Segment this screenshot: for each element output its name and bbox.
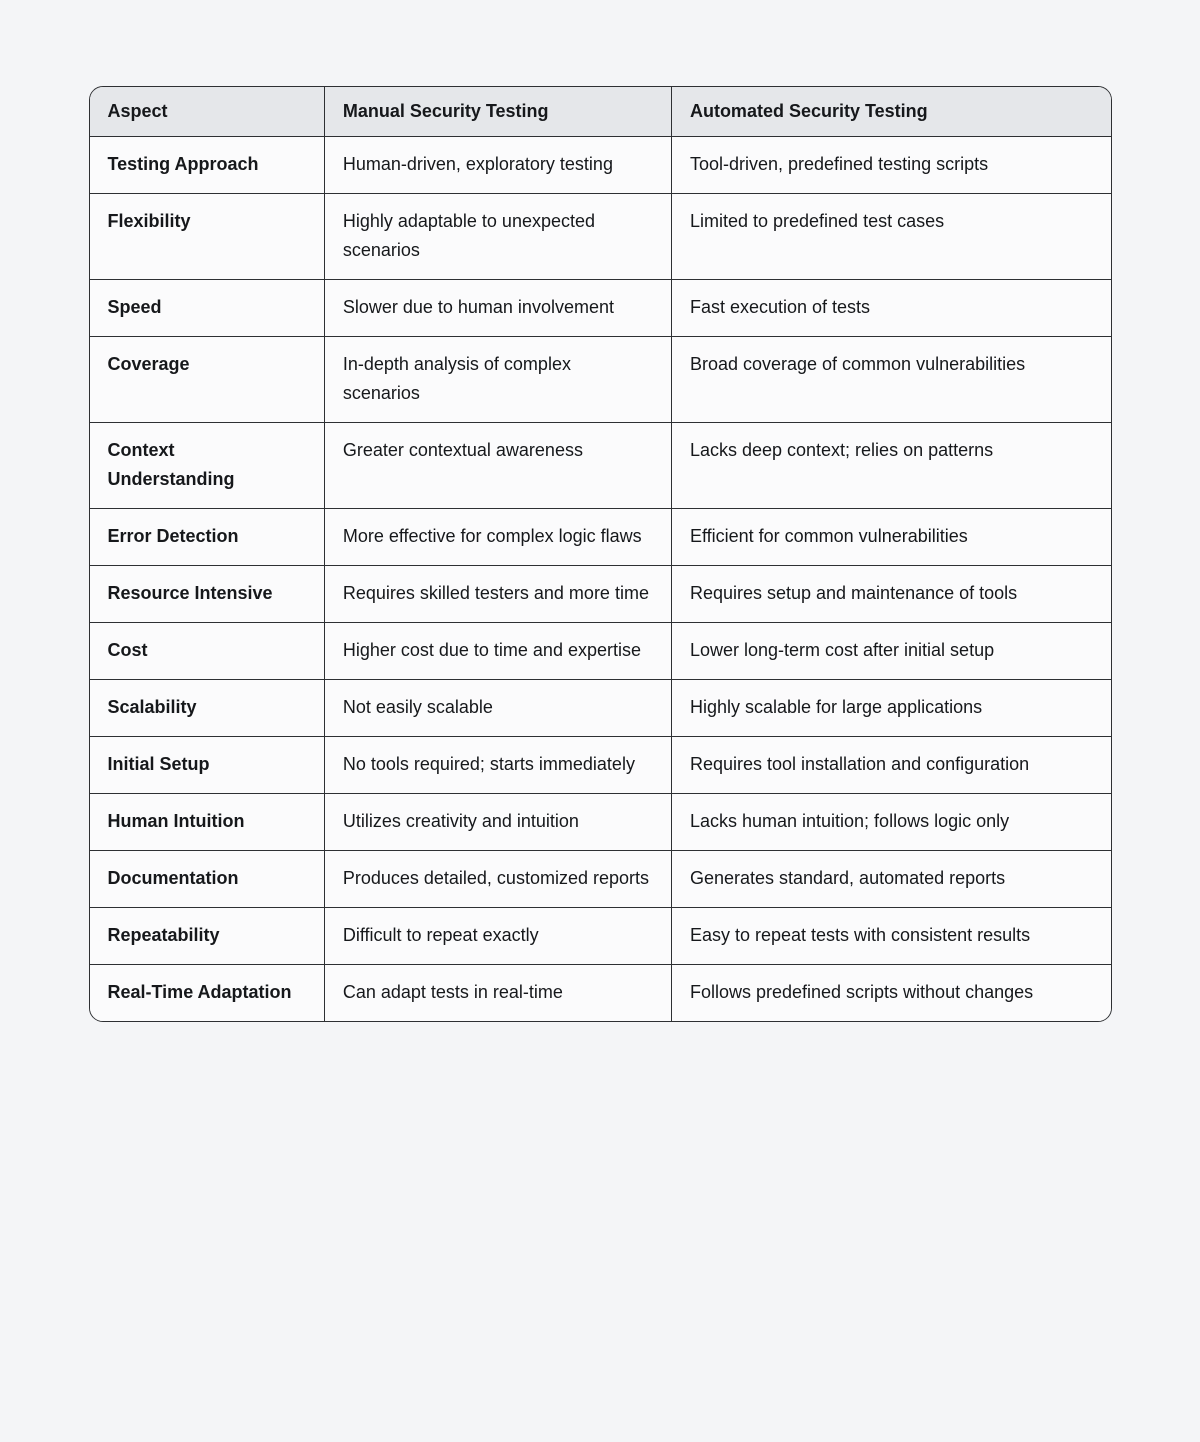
automated-cell: Fast execution of tests	[671, 280, 1110, 337]
automated-cell: Broad coverage of common vulnerabilities	[671, 337, 1110, 423]
manual-cell: Greater contextual awareness	[324, 423, 671, 509]
column-header-aspect: Aspect	[90, 87, 325, 137]
aspect-cell: Human Intuition	[90, 794, 325, 851]
table-row	[90, 509, 1111, 566]
table-row	[90, 794, 1111, 851]
aspect-cell: Resource Intensive	[90, 566, 325, 623]
manual-cell: Difficult to repeat exactly	[324, 908, 671, 965]
automated-cell: Tool-driven, predefined testing scripts	[671, 137, 1110, 194]
aspect-cell: Error Detection	[90, 509, 325, 566]
table-row	[90, 737, 1111, 794]
table-row	[90, 280, 1111, 337]
automated-cell: Requires tool installation and configuration	[671, 737, 1110, 794]
automated-cell: Easy to repeat tests with consistent results	[671, 908, 1110, 965]
table-row	[90, 194, 1111, 280]
automated-cell: Lacks human intuition; follows logic only	[671, 794, 1110, 851]
table-row	[90, 965, 1111, 1022]
automated-cell: Highly scalable for large applications	[671, 680, 1110, 737]
aspect-cell: Testing Approach	[90, 137, 325, 194]
manual-cell: No tools required; starts immediately	[324, 737, 671, 794]
table-row	[90, 566, 1111, 623]
comparison-table	[89, 86, 1112, 1022]
table-row	[90, 423, 1111, 509]
security-testing-comparison	[90, 87, 1111, 1021]
table-row	[90, 337, 1111, 423]
manual-cell: Can adapt tests in real-time	[324, 965, 671, 1022]
aspect-cell: Initial Setup	[90, 737, 325, 794]
automated-cell: Lower long-term cost after initial setup	[671, 623, 1110, 680]
manual-cell: Utilizes creativity and intuition	[324, 794, 671, 851]
column-header-automated: Automated Security Testing	[671, 87, 1110, 137]
automated-cell: Follows predefined scripts without changes	[671, 965, 1110, 1022]
manual-cell: Human-driven, exploratory testing	[324, 137, 671, 194]
manual-cell: More effective for complex logic flaws	[324, 509, 671, 566]
aspect-cell: Repeatability	[90, 908, 325, 965]
aspect-cell: Real-Time Adaptation	[90, 965, 325, 1022]
aspect-cell: Context Understanding	[90, 423, 325, 509]
automated-cell: Limited to predefined test cases	[671, 194, 1110, 280]
column-header-manual: Manual Security Testing	[324, 87, 671, 137]
manual-cell: Produces detailed, customized reports	[324, 851, 671, 908]
aspect-cell: Coverage	[90, 337, 325, 423]
header-row	[90, 87, 1111, 137]
table-row	[90, 851, 1111, 908]
automated-cell: Requires setup and maintenance of tools	[671, 566, 1110, 623]
manual-cell: Higher cost due to time and expertise	[324, 623, 671, 680]
manual-cell: Not easily scalable	[324, 680, 671, 737]
manual-cell: In-depth analysis of complex scenarios	[324, 337, 671, 423]
aspect-cell: Cost	[90, 623, 325, 680]
table-row	[90, 908, 1111, 965]
table-row	[90, 137, 1111, 194]
manual-cell: Requires skilled testers and more time	[324, 566, 671, 623]
aspect-cell: Flexibility	[90, 194, 325, 280]
automated-cell: Generates standard, automated reports	[671, 851, 1110, 908]
automated-cell: Efficient for common vulnerabilities	[671, 509, 1110, 566]
manual-cell: Highly adaptable to unexpected scenarios	[324, 194, 671, 280]
table-row	[90, 680, 1111, 737]
manual-cell: Slower due to human involvement	[324, 280, 671, 337]
aspect-cell: Documentation	[90, 851, 325, 908]
aspect-cell: Scalability	[90, 680, 325, 737]
table-row	[90, 623, 1111, 680]
automated-cell: Lacks deep context; relies on patterns	[671, 423, 1110, 509]
aspect-cell: Speed	[90, 280, 325, 337]
